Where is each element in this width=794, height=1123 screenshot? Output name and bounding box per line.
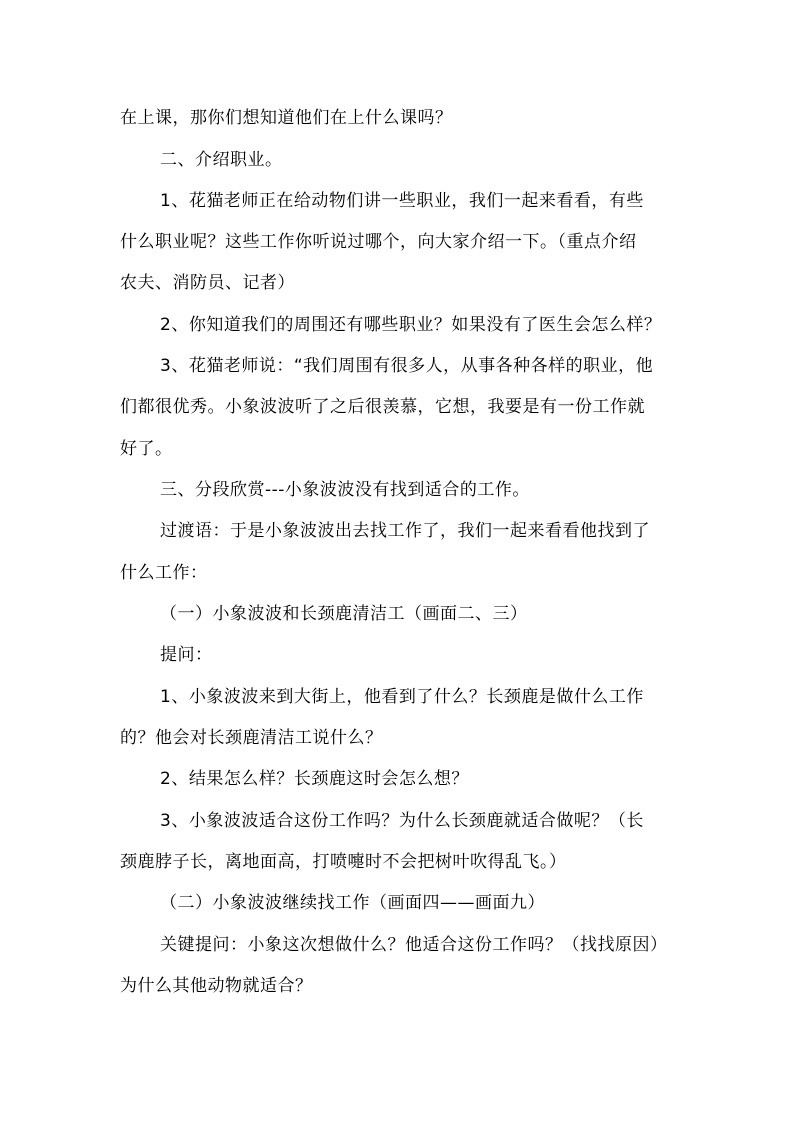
subsection-heading: （一）小象波波和长颈鹿清洁工（画面二、三）	[160, 604, 528, 624]
paragraph-line: 农夫、消防员、记者）	[120, 273, 295, 293]
section-heading: 二、介绍职业。	[160, 150, 283, 170]
paragraph-line: 们都很优秀。小象波波听了之后很羡慕，它想，我要是有一份工作就	[120, 397, 645, 417]
section-heading: 三、分段欣赏---小象波波没有找到适合的工作。	[160, 480, 530, 500]
paragraph-line: 3、小象波波适合这份工作吗？为什么长颈鹿就适合做呢？（长	[160, 811, 644, 831]
paragraph-line: 颈鹿脖子长，离地面高，打喷嚏时不会把树叶吹得乱飞。）	[120, 852, 567, 872]
subsection-heading: （二）小象波波继续找工作（画面四——画面九）	[160, 893, 545, 913]
paragraph-line: 过渡语：于是小象波波出去找工作了，我们一起来看看他找到了	[160, 521, 650, 541]
paragraph-line: 关键提问：小象这次想做什么？他适合这份工作吗？（找找原因）	[160, 935, 668, 955]
paragraph-line: 好了。	[120, 439, 173, 459]
paragraph-line: 什么职业呢？这些工作你听说过哪个，向大家介绍一下。（重点介绍	[120, 232, 637, 252]
paragraph-line: 在上课，那你们想知道他们在上什么课吗？	[120, 108, 453, 128]
paragraph-line: 为什么其他动物就适合？	[120, 976, 313, 996]
paragraph-line: 1、小象波波来到大街上，他看到了什么？长颈鹿是做什么工作	[160, 687, 644, 707]
paragraph-line: 2、结果怎么样？长颈鹿这时会怎么想？	[160, 769, 469, 789]
paragraph-line: 什么工作：	[120, 563, 208, 583]
paragraph-line: 提问：	[160, 645, 213, 665]
paragraph-line: 的？他会对长颈鹿清洁工说什么？	[120, 728, 383, 748]
paragraph-line: 3、花猫老师说：“我们周围有很多人，从事各种各样的职业，他	[160, 356, 654, 376]
paragraph-line: 1、花猫老师正在给动物们讲一些职业，我们一起来看看，有些	[160, 191, 644, 211]
paragraph-line: 2、你知道我们的周围还有哪些职业？如果没有了医生会怎么样？	[160, 315, 662, 335]
